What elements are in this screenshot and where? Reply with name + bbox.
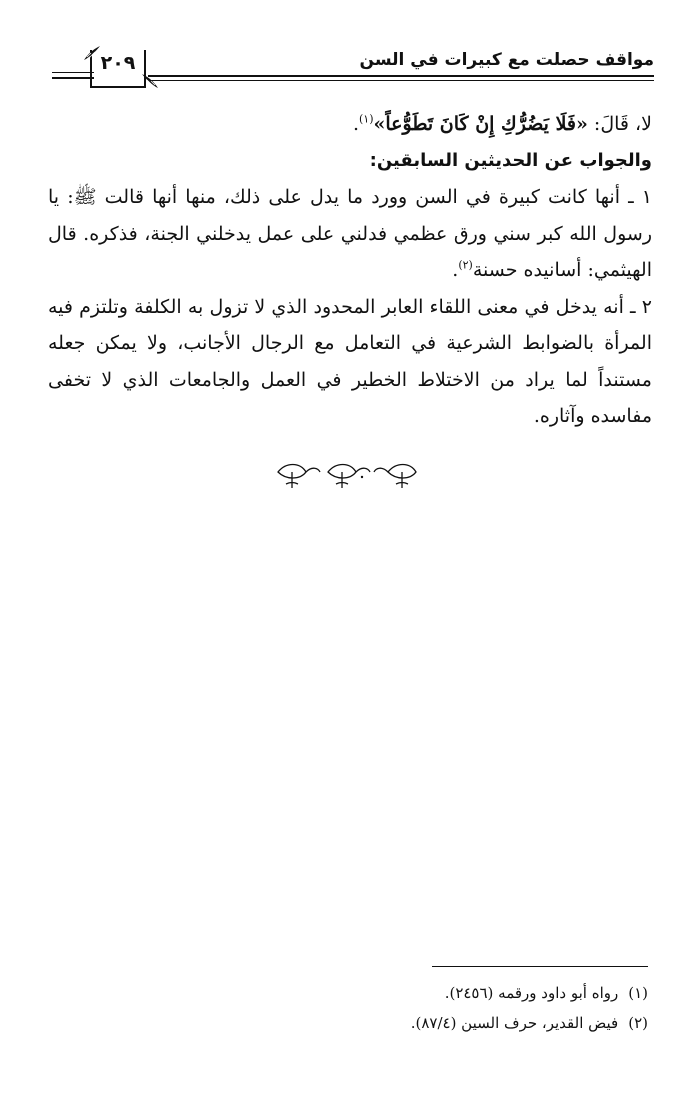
header-rule-left-thick	[52, 77, 94, 79]
footnote-ref-1: (١)	[358, 112, 374, 126]
page-header	[52, 44, 654, 104]
paragraph-point-2: ٢ ـ أنه يدخل في معنى اللقاء العابر المحدود الذي لا تزول به الكلفة وتلتزم فيه المرأة بالضوابط الشرعية في التعامل مع الرجال الأجانب، ولا يمكن جعله مستنداً لما يراد من الاختلاط الخطير في العمل والجامعات الذي لا تخفى مفاسده وآثاره.	[48, 295, 652, 427]
section-heading: والجواب عن الحديثين السابقين:	[369, 149, 652, 171]
footnote-text: فيض القدير، حرف السين (٨٧/٤).	[410, 1014, 619, 1032]
quote-end: .	[352, 113, 359, 135]
footnote-text: رواه أبو داود ورقمه (٢٤٥٦).	[444, 984, 619, 1002]
quill-icon	[82, 44, 102, 62]
paragraph-point-1	[48, 179, 652, 289]
footnote-number: (١)	[628, 984, 648, 1002]
footnote-ref-2: (٢)	[458, 258, 473, 272]
footnote-number: (٢)	[628, 1014, 648, 1032]
point-1-text: ١ ـ أنها كانت كبيرة في السن وورد ما يدل على ذلك، منها أنها قالت ﷺ: يا رسول الله كبر سني ورق عظمي فدلني على عمل يدخلني الجنة، فذكره. قال الهيثمي: أسانيده حسنة	[48, 186, 652, 281]
header-rule-thick	[148, 75, 654, 77]
footnote-separator	[432, 966, 648, 967]
quill-icon	[140, 72, 160, 90]
quran-quote: «فَلَا يَضُرُّكِ إِنْ كَانَ تَطَوُّعاً»	[373, 113, 588, 135]
footnote-item	[68, 1008, 648, 1038]
main-text	[48, 106, 652, 435]
point-1-end: .	[452, 259, 459, 281]
floral-ornament-icon	[272, 458, 432, 492]
header-rule-left-thin	[52, 72, 94, 73]
footnotes	[68, 978, 648, 1038]
page-number: ٢٠٩	[100, 52, 136, 74]
quote-prefix: لا، قَالَ:	[587, 113, 652, 135]
header-rule-thin	[148, 80, 654, 81]
quote-line	[48, 106, 652, 143]
footnote-item	[68, 978, 648, 1008]
running-title: مواقف حصلت مع كبيرات في السن	[359, 50, 654, 70]
